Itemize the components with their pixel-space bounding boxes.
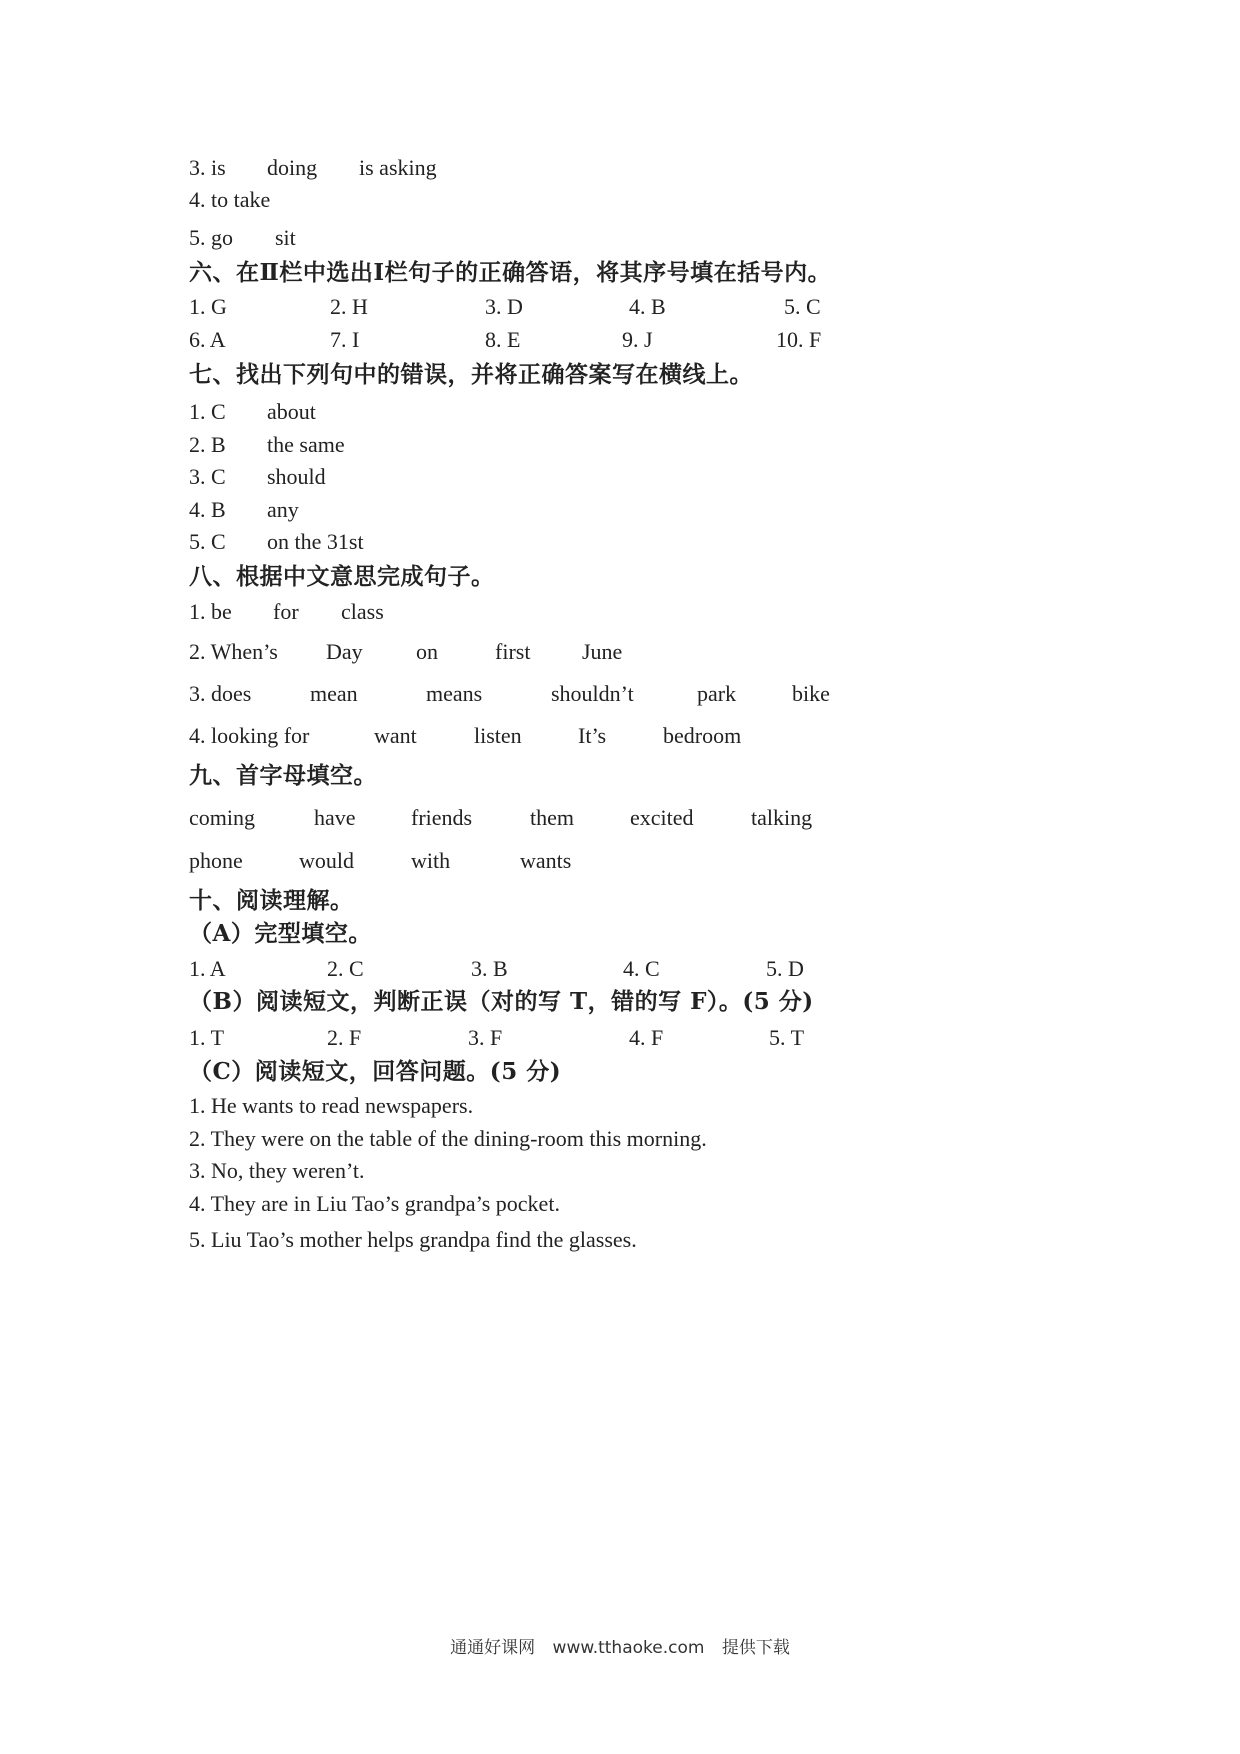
s10c-answer-line: 5. Liu Tao’s mother helps grandpa find the glasses. bbox=[189, 1227, 637, 1252]
answer-cell: doing bbox=[267, 155, 318, 180]
answer-cell: 1. C bbox=[189, 399, 226, 424]
answer-cell: 9. J bbox=[622, 327, 653, 352]
answer-cell: park bbox=[697, 681, 737, 706]
section-6-heading: 六、在Ⅱ栏中选出Ⅰ栏句子的正确答语，将其序号填在括号内。 bbox=[189, 259, 832, 286]
section-9-heading: 九、首字母填空。 bbox=[189, 762, 377, 789]
answer-cell: 2. F bbox=[327, 1025, 362, 1050]
answer-cell: 4. B bbox=[189, 497, 226, 522]
s10c-answer-line: 4. They are in Liu Tao’s grandpa’s pocket. bbox=[189, 1191, 560, 1216]
answer-cell: friends bbox=[411, 805, 473, 830]
section-10a-heading: （A）完型填空。 bbox=[189, 920, 372, 947]
answer-cell: 4. C bbox=[623, 956, 660, 981]
answer-cell: Day bbox=[326, 639, 363, 664]
answer-cell: on the 31st bbox=[267, 529, 364, 554]
answer-cell: 6. A bbox=[189, 327, 226, 352]
answer-cell: 3. D bbox=[485, 294, 523, 319]
answer-cell: about bbox=[267, 399, 316, 424]
answer-cell: means bbox=[426, 681, 483, 706]
answer-cell: class bbox=[341, 599, 384, 624]
page-footer bbox=[0, 1633, 1240, 1658]
answer-cell: 10. F bbox=[776, 327, 822, 352]
answer-cell: 1. be bbox=[189, 599, 232, 624]
section-7-heading: 七、找出下列句中的错误，并将正确答案写在横线上。 bbox=[189, 361, 753, 388]
answer-cell: them bbox=[530, 805, 574, 830]
section-10-heading: 十、阅读理解。 bbox=[189, 887, 354, 914]
answer-cell: 3. C bbox=[189, 464, 226, 489]
answer-cell: 2. H bbox=[330, 294, 368, 319]
answer-cell: bike bbox=[792, 681, 830, 706]
answer-cell: 5. D bbox=[766, 956, 804, 981]
answer-cell: sit bbox=[275, 225, 296, 250]
footer-site-name: 通通好课网 bbox=[450, 1638, 536, 1658]
s10c-answer-line: 1. He wants to read newspapers. bbox=[189, 1093, 474, 1118]
answer-cell: any bbox=[267, 497, 299, 522]
section-10b-heading: （B）阅读短文，判断正误（对的写 T，错的写 F）。(5 分) bbox=[189, 988, 814, 1015]
answer-cell: would bbox=[299, 848, 354, 873]
answer-cell: 3. B bbox=[471, 956, 508, 981]
answer-cell: excited bbox=[630, 805, 694, 830]
answer-cell: 1. A bbox=[189, 956, 226, 981]
answer-cell: 7. I bbox=[330, 327, 360, 352]
answer-cell: wants bbox=[520, 848, 572, 873]
answer-cell: is asking bbox=[359, 155, 437, 180]
answer-cell: June bbox=[582, 639, 623, 664]
answer-cell: 3. does bbox=[189, 681, 252, 706]
answer-cell: the same bbox=[267, 432, 345, 457]
answer-cell: bedroom bbox=[663, 723, 742, 748]
answer-cell: 4. looking for bbox=[189, 723, 310, 748]
answer-cell: want bbox=[374, 723, 417, 748]
answer-cell: 5. T bbox=[769, 1025, 805, 1050]
answer-cell: shouldn’t bbox=[551, 681, 634, 706]
answer-cell: 5. C bbox=[784, 294, 821, 319]
answer-cell: 4. B bbox=[629, 294, 666, 319]
answer-cell: 4. to take bbox=[189, 187, 271, 212]
section-10c-heading: （C）阅读短文，回答问题。(5 分) bbox=[189, 1058, 562, 1085]
s10c-answer-line: 2. They were on the table of the dining-room this morning. bbox=[189, 1126, 707, 1151]
answer-cell: 4. F bbox=[629, 1025, 664, 1050]
answer-cell: 3. F bbox=[468, 1025, 503, 1050]
answer-cell: with bbox=[411, 848, 451, 873]
answer-cell: 5. go bbox=[189, 225, 233, 250]
answer-cell: 2. B bbox=[189, 432, 226, 457]
answer-cell: mean bbox=[310, 681, 358, 706]
answer-cell: listen bbox=[474, 723, 522, 748]
answer-cell: 2. C bbox=[327, 956, 364, 981]
answer-cell: should bbox=[267, 464, 326, 489]
answer-cell: 3. is bbox=[189, 155, 226, 180]
answer-cell: on bbox=[416, 639, 438, 664]
answer-cell: 1. G bbox=[189, 294, 227, 319]
answer-cell: for bbox=[273, 599, 299, 624]
answer-cell: coming bbox=[189, 805, 255, 830]
answer-cell: 2. When’s bbox=[189, 639, 278, 664]
section-8-heading: 八、根据中文意思完成句子。 bbox=[189, 563, 495, 590]
s10c-answer-line: 3. No, they weren’t. bbox=[189, 1158, 365, 1183]
answer-cell: 1. T bbox=[189, 1025, 225, 1050]
answer-cell: have bbox=[314, 805, 356, 830]
answer-cell: first bbox=[495, 639, 531, 664]
answer-cell: 5. C bbox=[189, 529, 226, 554]
answer-cell: talking bbox=[751, 805, 813, 830]
answer-cell: 8. E bbox=[485, 327, 521, 352]
answer-cell: phone bbox=[189, 848, 243, 873]
answer-cell: It’s bbox=[578, 723, 607, 748]
footer-note: 提供下载 bbox=[721, 1638, 790, 1658]
footer-url-link[interactable]: www.tthaoke.com bbox=[552, 1638, 705, 1658]
